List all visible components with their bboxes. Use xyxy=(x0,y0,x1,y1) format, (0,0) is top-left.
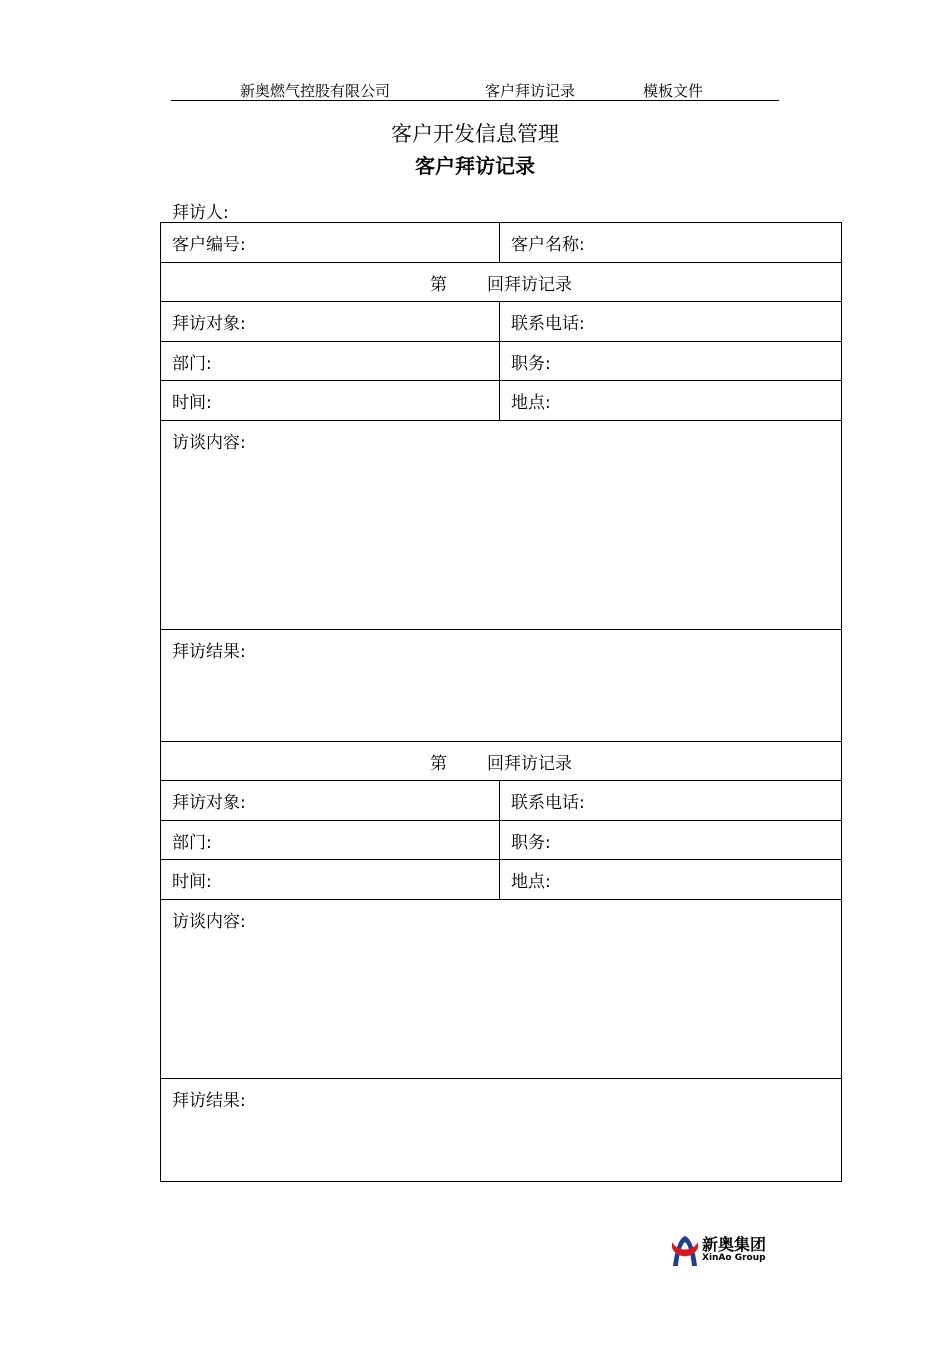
dept-label: 部门: xyxy=(172,353,212,374)
visit-1-heading-row xyxy=(161,263,842,302)
customer-number-label: 客户编号: xyxy=(172,235,246,255)
customer-name-label: 客户名称: xyxy=(511,235,585,255)
header-doc-type: 模板文件 xyxy=(643,82,704,100)
visit-2-content-field[interactable] xyxy=(161,900,842,1079)
result-label: 拜访结果: xyxy=(172,1091,246,1111)
page-title: 客户开发信息管理 xyxy=(391,122,559,146)
visit-1-content-row xyxy=(161,421,842,630)
header-doc-name: 客户拜访记录 xyxy=(485,82,576,100)
visit-2-phone-field[interactable] xyxy=(500,781,842,821)
customer-name-field[interactable] xyxy=(500,223,842,263)
visit-1-time-field[interactable] xyxy=(161,381,500,421)
visit-2-dept-row xyxy=(161,821,842,860)
position-label: 职务: xyxy=(511,353,551,374)
logo-name-cn: 新奥集团 xyxy=(702,1235,767,1254)
phone-label: 联系电话: xyxy=(511,793,585,813)
visit-record-form xyxy=(160,222,842,1182)
visit-1-contact-field[interactable] xyxy=(161,302,500,342)
time-label: 时间: xyxy=(172,393,212,413)
result-label: 拜访结果: xyxy=(172,642,246,662)
visit-2-dept-field[interactable] xyxy=(161,821,500,860)
visit-heading-suffix: 回拜访记录 xyxy=(487,274,572,295)
visit-1-result-row xyxy=(161,630,842,742)
visitor-label: 拜访人: xyxy=(172,203,229,223)
content-label: 访谈内容: xyxy=(172,912,246,932)
visit-2-result-row xyxy=(161,1079,842,1182)
visit-1-place-field[interactable] xyxy=(500,381,842,421)
content-label: 访谈内容: xyxy=(172,433,246,453)
visit-heading-prefix: 第 xyxy=(430,753,447,774)
visit-1-phone-field[interactable] xyxy=(500,302,842,342)
header-company: 新奥燃气控股有限公司 xyxy=(240,82,391,100)
visit-1-heading xyxy=(161,263,842,302)
visit-2-position-field[interactable] xyxy=(500,821,842,860)
page-header xyxy=(171,78,779,101)
visit-1-result-field[interactable] xyxy=(161,630,842,742)
xinao-group-logo xyxy=(669,1230,779,1270)
visit-2-contact-row xyxy=(161,781,842,821)
visit-1-dept-row xyxy=(161,342,842,381)
visit-2-heading-row xyxy=(161,742,842,781)
visit-2-result-field[interactable] xyxy=(161,1079,842,1182)
visit-2-place-field[interactable] xyxy=(500,860,842,900)
visit-1-dept-field[interactable] xyxy=(161,342,500,381)
place-label: 地点: xyxy=(511,872,551,892)
visit-2-time-field[interactable] xyxy=(161,860,500,900)
visit-heading-prefix: 第 xyxy=(430,274,447,295)
visit-1-contact-row xyxy=(161,302,842,342)
visit-2-content-row xyxy=(161,900,842,1079)
place-label: 地点: xyxy=(511,393,551,413)
visit-2-contact-field[interactable] xyxy=(161,781,500,821)
visit-1-content-field[interactable] xyxy=(161,421,842,630)
logo-name-en: XinAo Group xyxy=(702,1253,766,1263)
visit-heading-suffix: 回拜访记录 xyxy=(487,753,572,774)
customer-number-field[interactable] xyxy=(161,223,500,263)
contact-label: 拜访对象: xyxy=(172,793,246,813)
page-subtitle: 客户拜访记录 xyxy=(415,154,535,178)
visit-2-time-row xyxy=(161,860,842,900)
time-label: 时间: xyxy=(172,872,212,892)
phone-label: 联系电话: xyxy=(511,314,585,334)
visit-2-heading xyxy=(161,742,842,781)
visit-1-position-field[interactable] xyxy=(500,342,842,381)
contact-label: 拜访对象: xyxy=(172,314,246,334)
xinao-emblem-icon xyxy=(669,1232,701,1268)
position-label: 职务: xyxy=(511,832,551,853)
customer-row xyxy=(161,223,842,263)
visit-1-time-row xyxy=(161,381,842,421)
dept-label: 部门: xyxy=(172,832,212,853)
